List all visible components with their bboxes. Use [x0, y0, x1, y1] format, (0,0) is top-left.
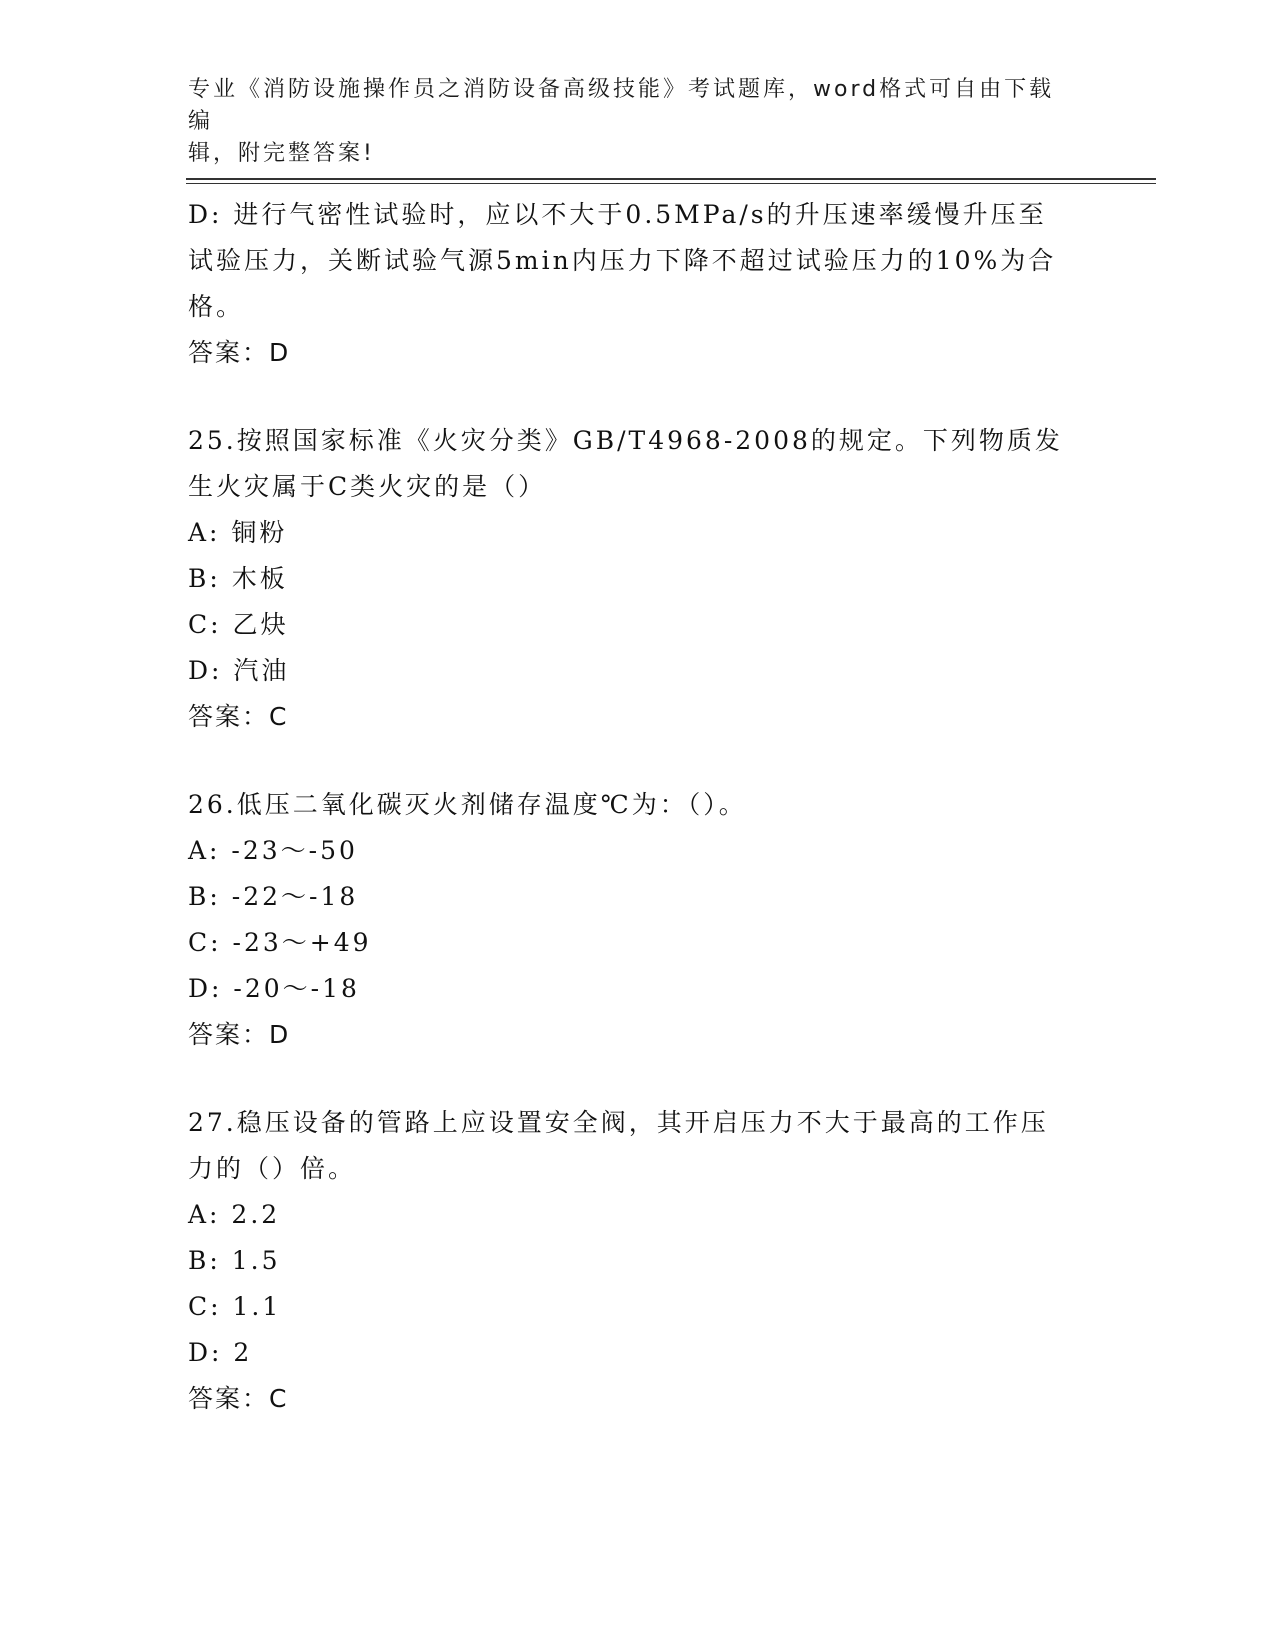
option-d: D: 2 — [188, 1338, 253, 1367]
spacer — [188, 740, 1068, 782]
answer: 答案：C — [188, 1384, 289, 1413]
question-stem: 25.按照国家标准《火灾分类》GB/T4968-2008的规定。下列物质发生火灾属于C类火灾的是（） — [188, 426, 1063, 501]
option-b: B: 1.5 — [188, 1246, 281, 1275]
spacer — [188, 1058, 1068, 1100]
question-27 — [188, 1100, 1068, 1422]
header-line-1: 专业《消防设施操作员之消防设备高级技能》考试题库，word格式可自由下载编 — [188, 77, 1055, 134]
header-rule-thick — [186, 178, 1156, 180]
question-26 — [188, 782, 1068, 1058]
option-c: C: -23～+49 — [188, 928, 372, 957]
question-stem: 26.低压二氧化碳灭火剂储存温度℃为：（）。 — [188, 790, 747, 819]
spacer — [188, 376, 1068, 418]
option-c: C: 1.1 — [188, 1292, 282, 1321]
option-d: D: 汽油 — [188, 656, 290, 685]
answer: 答案：C — [188, 702, 289, 731]
question-content — [188, 192, 1068, 1422]
option-d: D: -20～-18 — [188, 974, 360, 1003]
document-header — [188, 74, 1068, 170]
answer: 答案：D — [188, 1020, 291, 1049]
header-rule-thin — [186, 183, 1156, 184]
option-b: B: -22～-18 — [188, 882, 359, 911]
question-25 — [188, 418, 1068, 740]
option-c: C: 乙炔 — [188, 610, 289, 639]
header-line-2: 辑，附完整答案! — [188, 141, 375, 166]
option-a: A: 铜粉 — [188, 518, 288, 547]
continued-option-d: D: 进行气密性试验时，应以不大于0.5MPa/s的升压速率缓慢升压至试验压力，关断试验气源5min内压力下降不超过试验压力的10%为合格。 — [188, 200, 1057, 321]
option-a: A: -23～-50 — [188, 836, 358, 865]
option-a: A: 2.2 — [188, 1200, 281, 1229]
answer-previous: 答案：D — [188, 338, 291, 367]
option-b: B: 木板 — [188, 564, 288, 593]
question-stem: 27.稳压设备的管路上应设置安全阀，其开启压力不大于最高的工作压力的（）倍。 — [188, 1108, 1049, 1183]
